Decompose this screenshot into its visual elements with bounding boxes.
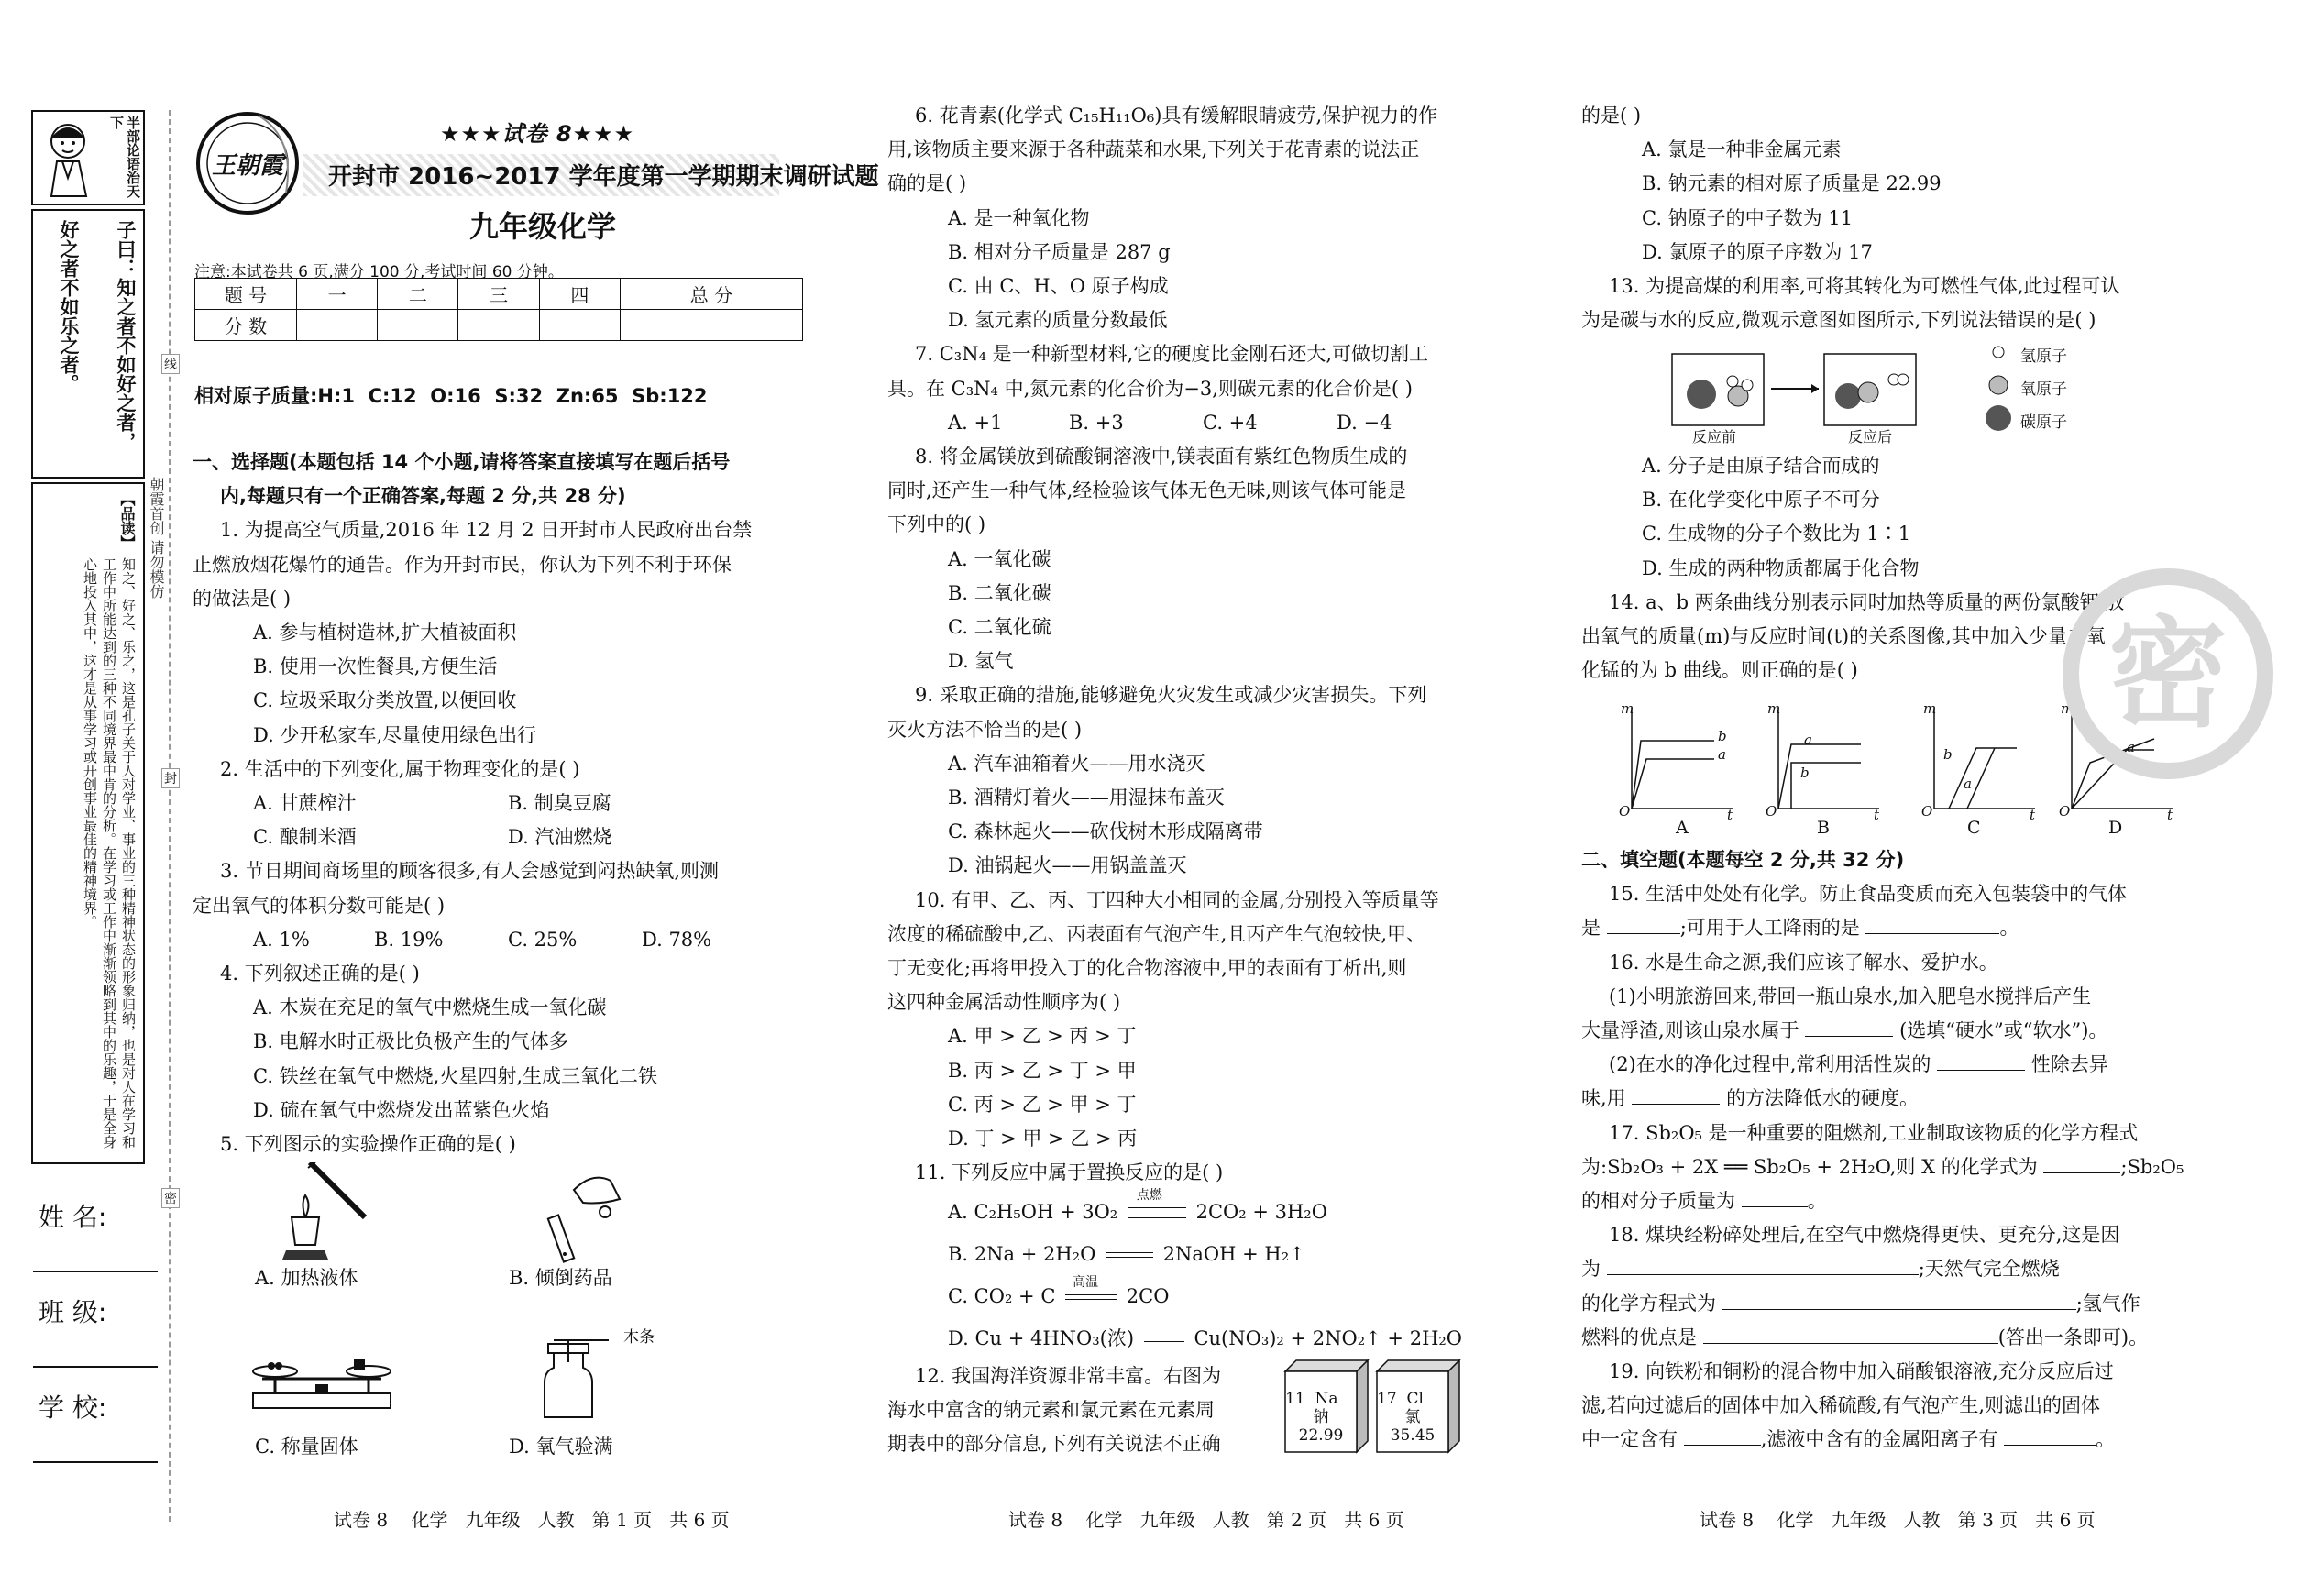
page-1-content — [193, 446, 809, 1161]
q16-text: 性除去异 — [2030, 1053, 2108, 1076]
q2-option-c[interactable]: C. 酿制米酒 — [253, 826, 357, 849]
q12-option-a[interactable]: A. 氯是一种非金属元素 — [1642, 138, 1842, 161]
q16-part-1: (1)小明旅游回来,带回一瓶山泉水,加入肥皂水搅拌后产生 — [1609, 985, 2092, 1007]
graph-c-b: b — [1943, 746, 1953, 763]
q1-option-b[interactable]: B. 使用一次性餐具,方便生活 — [253, 655, 498, 678]
q6-option-b[interactable]: B. 相对分子质量是 287 g — [948, 240, 1171, 263]
q8-stem: 同时,还产生一种气体,经检验该气体无色无味,则该气体可能是 — [887, 479, 1407, 502]
q5-option-d[interactable]: D. 氧气验满 — [509, 1436, 613, 1458]
q18-text: 燃料的优点是 — [1581, 1326, 1697, 1348]
q9-option-d[interactable]: D. 油锅起火——用锅盖盖灭 — [948, 854, 1187, 877]
q15-text: ;可用于人工降雨的是 — [1679, 917, 1860, 940]
graph-d-a: a — [2127, 739, 2135, 755]
graph-b — [1778, 708, 1879, 809]
q12-stem: 12. 我国海洋资源非常丰富。右图为 — [915, 1364, 1222, 1387]
reaction-arrow — [1106, 1252, 1153, 1258]
q18-text: (答出一条即可)。 — [1997, 1326, 2149, 1348]
graph-d-m: m — [2061, 700, 2074, 717]
score-header-cell: 三 — [458, 279, 539, 310]
q16-blank-1[interactable] — [1805, 1016, 1893, 1037]
q7-option-b[interactable]: B. +3 — [1069, 411, 1124, 434]
q3-option-d[interactable]: D. 78% — [642, 928, 712, 951]
element-cl-symbol: Cl — [1406, 1390, 1424, 1408]
q16-text: (选填“硬水”或“软水”)。 — [1899, 1019, 2108, 1042]
q7-option-d[interactable]: D. −4 — [1337, 411, 1392, 434]
binding-mark-line: 线 — [161, 354, 180, 374]
graph-b-t: t — [1874, 807, 1880, 823]
q11-c-products: 2CO — [1126, 1284, 1170, 1307]
q7-stem: 7. C₃N₄ 是一种新型材料,它的硬度比金刚石还大,可做切割工 — [915, 343, 1429, 366]
q7-option-c[interactable]: C. +4 — [1203, 411, 1258, 434]
reading-box — [31, 482, 145, 1164]
q8-option-c[interactable]: C. 二氧化硫 — [948, 616, 1051, 639]
score-table-header-row — [195, 279, 803, 310]
score-header-cell: 一 — [297, 279, 378, 310]
binding-line — [169, 110, 171, 1522]
q19-text: 。 — [2096, 1428, 2116, 1451]
q11-a-reactants: A. C₂H₅OH + 3O₂ — [948, 1200, 1118, 1223]
q6-stem: 6. 花青素(化学式 C₁₅H₁₁O₆)具有缓解眼睛疲劳,保护视力的作 — [915, 105, 1438, 127]
q7-stem: 具。在 C₃N₄ 中,氮元素的化合价为−3,则碳元素的化合价是( ) — [887, 377, 1413, 400]
q18-text: ;氢气作 — [2075, 1292, 2140, 1315]
q9-option-a[interactable]: A. 汽车油箱着火——用水浇灭 — [948, 752, 1205, 775]
q19-stem: 滤,若向过滤后的固体中加入稀硫酸,有气泡产生,则滤出的固体 — [1581, 1394, 2101, 1417]
balance-scale-icon — [244, 1338, 400, 1414]
graph-d-o: O — [2059, 803, 2071, 820]
q2-option-d[interactable]: D. 汽油燃烧 — [508, 826, 612, 849]
q2-options-row — [193, 787, 809, 820]
logo-text: 王朝霞 — [211, 152, 283, 180]
q6-stem: 确的是( ) — [887, 172, 967, 195]
q11-option-c[interactable] — [887, 1275, 1547, 1317]
binding-mark-secret: 密 — [161, 1188, 180, 1208]
score-cell[interactable] — [297, 310, 378, 341]
q18-blank-1[interactable] — [1607, 1254, 1919, 1275]
graph-a-b: b — [1718, 728, 1727, 744]
reading-text: 知之、好之、乐之，这是孔子关于人对学业、事业的三种精神状态的形象归纳，也是对人在学习和工作中所能达到的三种不同境界最中肯的分析。在学习或工作中渐渐领略到其中的乐趣，于是全身心地投入其中，这才是从事学习或开创事业最佳的精神境界。 — [82, 557, 137, 1149]
q17-blank-1[interactable] — [2043, 1152, 2120, 1173]
q16-part-2 — [1581, 1048, 2250, 1082]
q10-stem: 丁无变化;再将甲投入丁的化合物溶液中,甲的表面有丁析出,则 — [887, 957, 1407, 980]
q4-option-a[interactable]: A. 木炭在充足的氧气中燃烧生成一氧化碳 — [253, 996, 607, 1019]
q18-blank-3[interactable] — [1703, 1323, 1998, 1344]
q18-line-3 — [1581, 1321, 2250, 1355]
q16-blank-3[interactable] — [1632, 1084, 1720, 1105]
legend-carbon: 碳原子 — [2020, 413, 2067, 432]
q3-options-row — [193, 923, 809, 957]
q10-stem: 这四种金属活动性顺序为( ) — [887, 991, 1121, 1014]
q6-option-d[interactable]: D. 氢元素的质量分数最低 — [948, 309, 1168, 332]
graph-d-b: b — [2099, 739, 2108, 755]
q12-option-b[interactable]: B. 钠元素的相对原子质量是 22.99 — [1642, 172, 1942, 195]
q8-option-b[interactable]: B. 二氧化碳 — [948, 581, 1051, 604]
element-cl-number: 17 — [1377, 1390, 1397, 1408]
q11-option-d[interactable] — [887, 1317, 1547, 1359]
motto-top: 半部论语治天下 — [108, 116, 141, 198]
graph-d-t: t — [2167, 807, 2173, 823]
binding-mark-seal: 封 — [161, 768, 180, 788]
q5-option-c[interactable]: C. 称量固体 — [255, 1436, 358, 1458]
footer-page-3: 试卷 8 化学 九年级 人教 第 3 页 共 6 页 — [1700, 1509, 2096, 1531]
reaction-arrow — [1065, 1275, 1117, 1300]
q18-text: 的化学方程式为 — [1581, 1292, 1716, 1315]
q5-option-a[interactable]: A. 加热液体 — [255, 1267, 358, 1289]
exam-note: 注意:本试卷共 6 页,满分 100 分,考试时间 60 分钟。 — [194, 263, 564, 281]
page-3-content-top — [1581, 99, 2250, 337]
section-2-title: 二、填空题(本题每空 2 分,共 32 分) — [1581, 849, 1905, 871]
q10-stem: 浓度的稀硫酸中,乙、丙表面有气泡产生,且丙产生气泡较快,甲、 — [887, 922, 1426, 945]
q15-line — [1581, 911, 2250, 945]
q17-line-2 — [1581, 1184, 2250, 1218]
q6-option-c[interactable]: C. 由 C、H、O 原子构成 — [948, 275, 1169, 298]
q13-option-b[interactable]: B. 在化学变化中原子不可分 — [1642, 489, 1880, 512]
q7-options-row — [887, 406, 1547, 440]
graph-b-o: O — [1766, 803, 1777, 820]
q8-option-d[interactable]: D. 氢气 — [948, 650, 1014, 673]
reaction-diagram — [1670, 352, 1982, 427]
confucius-icon — [35, 114, 108, 202]
heating-liquid-icon — [264, 1162, 383, 1263]
graph-a-a: a — [1718, 746, 1726, 763]
field-school-input[interactable] — [33, 1459, 158, 1463]
atomic-masses: 相对原子质量:H:1 C:12 O:16 S:32 Zn:65 Sb:122 — [194, 385, 708, 407]
q18-line — [1581, 1252, 2250, 1286]
graph-b-b: b — [1800, 765, 1810, 781]
score-cell[interactable] — [539, 310, 620, 341]
element-cl — [1377, 1390, 1448, 1445]
pouring-reagent-icon — [537, 1162, 638, 1263]
score-header-cell: 二 — [378, 279, 458, 310]
oxygen-test-icon — [535, 1331, 627, 1423]
logo — [194, 110, 301, 216]
section-1-title-cont: 内,每题只有一个正确答案,每题 2 分,共 28 分) — [220, 485, 626, 508]
q2-options-row — [193, 820, 809, 854]
wood-splint-label: 木条 — [623, 1328, 655, 1347]
q18-stem: 18. 煤块经粉碎处理后,在空气中燃烧得更快、更充分,这是因 — [1609, 1224, 2120, 1247]
q1-stem: 的做法是( ) — [193, 587, 292, 610]
graph-a-label: A — [1676, 818, 1689, 838]
q17-text: 的相对分子质量为 — [1581, 1190, 1735, 1213]
q1-option-d[interactable]: D. 少开私家车,尽量使用绿色出行 — [253, 723, 537, 746]
element-na-name: 钠 — [1313, 1408, 1329, 1426]
q5-option-b[interactable]: B. 倾倒药品 — [509, 1267, 612, 1289]
q16-text: (2)在水的净化过程中,常利用活性炭的 — [1609, 1053, 1931, 1076]
q19-blank-1[interactable] — [1684, 1425, 1761, 1446]
q11-option-b[interactable] — [887, 1233, 1547, 1275]
section-1-title: 一、选择题(本题包括 14 个小题,请将答案直接填写在题后括号 — [193, 451, 731, 473]
exam-title: 开封市 2016~2017 学年度第一学期期末调研试题 — [328, 163, 879, 191]
graph-a-o: O — [1619, 803, 1631, 820]
q2-option-a[interactable]: A. 甘蔗榨汁 — [253, 792, 357, 815]
q10-option-c[interactable]: C. 丙 > 乙 > 甲 > 丁 — [948, 1093, 1137, 1116]
q3-stem: 3. 节日期间商场里的顾客很多,有人会感觉到闷热缺氧,则测 — [220, 860, 720, 883]
copyright-notice: 朝霞首创 请勿模仿 — [148, 477, 165, 600]
element-cl-mass: 35.45 — [1390, 1426, 1436, 1445]
legend-hydrogen: 氢原子 — [2020, 347, 2067, 366]
q11-c-reactants: C. CO₂ + C — [948, 1284, 1056, 1307]
diagram-legend-icons — [1980, 341, 2017, 433]
q17-text: ;Sb₂O₅ — [2120, 1155, 2184, 1178]
q15-blank-2[interactable] — [1865, 913, 1999, 934]
q11-a-products: 2CO₂ + 3H₂O — [1195, 1200, 1327, 1223]
watermark-stamp — [2063, 568, 2273, 779]
q16-part-2-line — [1581, 1082, 2250, 1116]
q3-option-a[interactable]: A. 1% — [253, 928, 310, 951]
q9-stem: 灭火方法不恰当的是( ) — [887, 718, 1083, 741]
q16-text: 大量浮渣,则该山泉水属于 — [1581, 1019, 1799, 1042]
q17-stem: 17. Sb₂O₅ 是一种重要的阻燃剂,工业制取该物质的化学方程式 — [1609, 1121, 2139, 1144]
q5-stem: 5. 下列图示的实验操作正确的是( ) — [220, 1133, 516, 1156]
q9-option-c[interactable]: C. 森林起火——砍伐树木形成隔离带 — [948, 820, 1263, 843]
q3-option-b[interactable]: B. 19% — [374, 928, 444, 951]
q17-text: 。 — [1807, 1190, 1827, 1213]
q4-stem: 4. 下列叙述正确的是( ) — [220, 963, 420, 985]
q12-stem: 海水中富含的钠元素和氯元素在元素周 — [887, 1398, 1215, 1421]
score-table — [194, 278, 803, 341]
q13-option-c[interactable]: C. 生成物的分子个数比为 1∶1 — [1642, 523, 1911, 545]
q16-stem: 16. 水是生命之源,我们应该了解水、爱护水。 — [1609, 951, 1998, 974]
q13-stem: 13. 为提高煤的利用率,可将其转化为可燃性气体,此过程可认 — [1609, 275, 2120, 298]
q11-d-reactants: D. Cu + 4HNO₃(浓) — [948, 1326, 1135, 1349]
q19-blank-2[interactable] — [2004, 1425, 2096, 1446]
score-header-cell: 总 分 — [620, 279, 802, 310]
diagram-before-label: 反应前 — [1692, 428, 1737, 446]
q14-stem: 化锰的为 b 曲线。则正确的是( ) — [1581, 659, 1858, 682]
q13-option-a[interactable]: A. 分子是由原子结合而成的 — [1642, 455, 1880, 477]
q16-text: 的方法降低水的硬度。 — [1726, 1087, 1920, 1110]
q19-text: ,滤液中含有的金属阳离子有 — [1760, 1428, 1998, 1451]
score-cell[interactable] — [458, 310, 539, 341]
score-row-label: 分 数 — [195, 310, 297, 341]
element-na-mass: 22.99 — [1298, 1426, 1344, 1445]
element-na-symbol: Na — [1315, 1390, 1338, 1408]
graph-b-a: a — [1804, 732, 1812, 748]
q12-stem-end: 的是( ) — [1581, 105, 1642, 127]
reading-label: 【品读】 — [118, 491, 136, 550]
graph-a-m: m — [1621, 700, 1634, 717]
q15-text: 。 — [1999, 917, 2019, 940]
q11-b-products: 2NaOH + H₂↑ — [1162, 1242, 1305, 1265]
q14-stem: 出氧气的质量(m)与反应时间(t)的关系图像,其中加入少量二氧 — [1581, 625, 2106, 648]
q3-stem: 定出氧气的体积分数可能是( ) — [193, 894, 446, 917]
reaction-condition: 点燃 — [1136, 1188, 1162, 1203]
q4-option-b[interactable]: B. 电解水时正极比负极产生的气体多 — [253, 1030, 568, 1053]
element-na — [1285, 1390, 1357, 1445]
graph-b-m: m — [1767, 700, 1781, 717]
q18-blank-2[interactable] — [1722, 1289, 2076, 1310]
score-cell[interactable] — [620, 310, 802, 341]
q14-stem: 14. a、b 两条曲线分别表示同时加热等质量的两份氯酸钾,放 — [1609, 590, 2125, 613]
q12-option-d[interactable]: D. 氯原子的原子序数为 17 — [1642, 240, 1873, 263]
q16-text: 味,用 — [1581, 1087, 1626, 1110]
field-school-label: 学 校: — [39, 1392, 107, 1423]
page-3-content-bottom — [1581, 843, 2250, 1458]
q1-option-a[interactable]: A. 参与植树造林,扩大植被面积 — [253, 622, 517, 644]
q12-stem: 期表中的部分信息,下列有关说法不正确 — [887, 1432, 1221, 1455]
graph-c-a: a — [1964, 776, 1972, 792]
q11-d-products: Cu(NO₃)₂ + 2NO₂↑ + 2H₂O — [1194, 1326, 1463, 1349]
q10-stem: 10. 有甲、乙、丙、丁四种大小相同的金属,分别投入等质量等 — [915, 888, 1439, 911]
q2-stem: 2. 生活中的下列变化,属于物理变化的是( ) — [220, 757, 580, 780]
q1-stem: 止燃放烟花爆竹的通告。作为开封市民，你认为下列不利于环保 — [193, 553, 732, 576]
q11-option-a[interactable] — [887, 1188, 1547, 1233]
q15-text: 是 — [1581, 917, 1601, 940]
q3-option-c[interactable]: C. 25% — [508, 928, 578, 951]
q1-stem: 1. 为提高空气质量,2016 年 12 月 2 日开封市人民政府出台禁 — [220, 519, 753, 542]
graph-c-t: t — [2030, 807, 2036, 823]
q17-line — [1581, 1150, 2250, 1184]
quote-line-1: 子曰：知之者不如好之者， — [115, 220, 137, 451]
q6-option-a[interactable]: A. 是一种氧化物 — [948, 206, 1090, 229]
q6-stem: 用,该物质主要来源于各种蔬菜和水果,下列关于花青素的说法正 — [887, 138, 1420, 161]
q11-stem: 11. 下列反应中属于置换反应的是( ) — [915, 1161, 1224, 1184]
q18-text: ;天然气完全燃烧 — [1918, 1258, 2060, 1281]
q10-option-d[interactable]: D. 丁 > 甲 > 乙 > 丙 — [948, 1128, 1138, 1150]
score-cell[interactable] — [378, 310, 458, 341]
q4-option-c[interactable]: C. 铁丝在氧气中燃烧,火星四射,生成三氧化二铁 — [253, 1064, 658, 1087]
q9-stem: 9. 采取正确的措施,能够避免火灾发生或减少灾害损失。下列 — [915, 684, 1427, 707]
field-name-input[interactable] — [33, 1269, 158, 1272]
q19-stem: 19. 向铁粉和铜粉的混合物中加入硝酸银溶液,充分反应后过 — [1609, 1360, 2114, 1383]
q17-blank-2[interactable] — [1742, 1186, 1808, 1207]
score-header-cell: 题 号 — [195, 279, 297, 310]
q4-option-d[interactable]: D. 硫在氧气中燃烧发出蓝紫色火焰 — [253, 1098, 550, 1121]
field-class-label: 班 级: — [39, 1297, 107, 1327]
q9-option-b[interactable]: B. 酒精灯着火——用湿抹布盖灭 — [948, 787, 1225, 809]
footer-page-1: 试卷 8 化学 九年级 人教 第 1 页 共 6 页 — [334, 1509, 730, 1531]
graph-c-m: m — [1923, 700, 1937, 717]
legend-oxygen: 氧原子 — [2020, 380, 2067, 399]
q16-part-1-line — [1581, 1014, 2250, 1048]
score-table-score-row — [195, 310, 803, 341]
element-na-number: 11 — [1285, 1390, 1305, 1408]
field-class-input[interactable] — [33, 1364, 158, 1368]
graph-c-label: C — [1967, 818, 1981, 838]
q17-text: 为:Sb₂O₃ + 2X ══ Sb₂O₅ + 2H₂O,则 X 的化学式为 — [1581, 1155, 2038, 1178]
watermark-stamp-text: 密 — [2107, 604, 2228, 743]
reaction-arrow — [1128, 1188, 1186, 1218]
q7-option-a[interactable]: A. +1 — [948, 411, 1003, 434]
q12-option-c[interactable]: C. 钠原子的中子数为 11 — [1642, 206, 1854, 229]
q19-text: 中一定含有 — [1581, 1428, 1678, 1451]
reaction-condition: 高温 — [1073, 1275, 1099, 1290]
subject-title: 九年级化学 — [469, 209, 617, 244]
q10-option-b[interactable]: B. 丙 > 乙 > 丁 > 甲 — [948, 1059, 1137, 1082]
element-cl-name: 氯 — [1404, 1408, 1421, 1426]
q13-option-d[interactable]: D. 生成的两种物质都属于化合物 — [1642, 556, 1920, 579]
score-header-cell: 四 — [539, 279, 620, 310]
confucius-box — [31, 110, 145, 205]
q8-stem: 下列中的( ) — [887, 513, 986, 536]
diagram-after-label: 反应后 — [1848, 428, 1893, 446]
page-2-content — [887, 99, 1547, 1461]
reaction-arrow — [1144, 1337, 1184, 1342]
q15-stem: 15. 生活中处处有化学。防止食品变质而充入包装袋中的气体 — [1609, 883, 2128, 906]
q10-option-a[interactable]: A. 甲 > 乙 > 丙 > 丁 — [948, 1025, 1137, 1048]
q18-line-2 — [1581, 1287, 2250, 1321]
q15-blank-1[interactable] — [1607, 913, 1680, 934]
paper-number: ★★★试卷 8★★★ — [440, 121, 635, 147]
q8-stem: 8. 将金属镁放到硫酸铜溶液中,镁表面有紫红色物质生成的 — [915, 446, 1408, 468]
footer-page-2: 试卷 8 化学 九年级 人教 第 2 页 共 6 页 — [1008, 1509, 1404, 1531]
q2-option-b[interactable]: B. 制臭豆腐 — [508, 792, 611, 815]
q11-b-reactants: B. 2Na + 2H₂O — [948, 1242, 1096, 1265]
field-name-label: 姓 名: — [39, 1202, 107, 1232]
q1-option-c[interactable]: C. 垃圾采取分类放置,以便回收 — [253, 689, 517, 712]
sidebar — [0, 0, 183, 1596]
q16-blank-2[interactable] — [1937, 1050, 2025, 1071]
quote-box — [31, 209, 145, 479]
graph-d-label: D — [2108, 818, 2123, 838]
q19-line — [1581, 1423, 2250, 1457]
graph-a-t: t — [1727, 807, 1733, 823]
graph-c-o: O — [1921, 803, 1933, 820]
q13-stem: 为是碳与水的反应,微观示意图如图所示,下列说法错误的是( ) — [1581, 309, 2096, 332]
q8-option-a[interactable]: A. 一氧化碳 — [948, 547, 1051, 570]
q18-text: 为 — [1581, 1258, 1601, 1281]
graph-b-label: B — [1817, 818, 1830, 838]
quote-line-2: 好之者不如乐之者。 — [58, 220, 80, 393]
